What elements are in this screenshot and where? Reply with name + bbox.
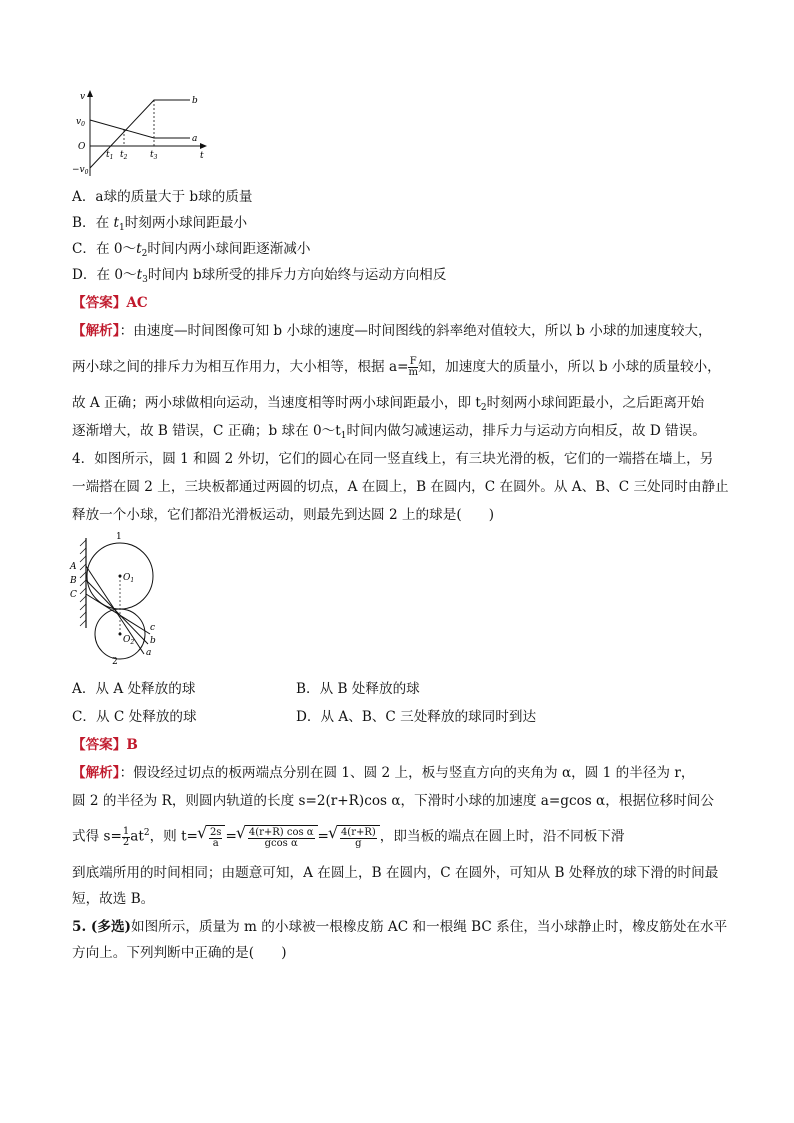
t-axis-arrow (200, 143, 207, 149)
label-origin: O (78, 142, 86, 152)
q4-stem-line1: 4．如图所示，圆 1 和圆 2 外切，它们的圆心在同一竖直线上，有三块光滑的板，它们的一端搭在墙上，另 (72, 451, 714, 467)
label-t1: $t_1$ (106, 150, 114, 161)
q4-stem-line2: 一端搭在圆 2 上，三块板都通过两圆的切点，A 在圆上，B 在圆内，C 在圆外。从 A、B、C 三处同时由静止 (72, 479, 729, 495)
label-a-small: a (146, 648, 152, 658)
q3-analysis-line4: 逐渐增大，故 B 错误，C 正确；b 球在 $0\sim t_1$时间内做匀减速运动，排斥力与运动方向相反，故 D 错误。 (72, 423, 706, 441)
q3-option-c: C．在 $0\sim t_2$时间内两小球间距逐渐减小 (72, 241, 311, 259)
q4-analysis-line3: 式得 s= $\frac{1}{2}$ $at^2$，则 t= √ $\frac{2s}{a}$ = √ $\frac{\text{4(r+R) cos α}}{\text{gcos α}}$ = √ $\frac{4(r+R)}{g}$ ，即当板的端点在圆上时，沿不同板下滑 (72, 822, 624, 849)
q3-option-b: B．在 $t_1$时刻两小球间距最小 (72, 215, 248, 233)
label-t: t (200, 151, 204, 161)
q4-analysis-line1: 【解析】：假设经过切点的板两端点分别在圆 1、圆 2 上，板与竖直方向的夹角为 α，圆 1 的半径为 r， (72, 765, 695, 781)
label-b: b (192, 96, 198, 106)
label-v: v (80, 92, 86, 102)
q4-analysis-line4: 到底端所用的时间相同；由题意可知，A 在圆上，B 在圆内，C 在圆外，可知从 B 处释放的球下滑的时间最 (72, 865, 719, 881)
q3-answer: 【答案】AC (72, 295, 148, 311)
center-o2 (119, 633, 122, 636)
label-A: A (70, 562, 77, 572)
sqrt-short-fraction: √ $\frac{4(r+R)}{g}$ (337, 825, 380, 849)
q5-stem-line1: 5. (多选)如图所示，质量为 m 的小球被一根橡皮筋 AC 和一根绳 BC 系住，当小球静止时，橡皮筋处在水平 (72, 919, 728, 935)
label-a: a (192, 134, 198, 144)
label-circle-2: 2 (112, 657, 118, 667)
circles-figure (66, 530, 186, 670)
q4-option-c: C．从 C 处释放的球 (72, 709, 197, 725)
label-v0: $v_0$ (76, 117, 85, 128)
label-b-small: b (150, 636, 156, 646)
wall-hatch (80, 540, 86, 626)
sqrt-long-fraction: √ $\frac{\text{4(r+R) cos α}}{\text{gcos α}}$ (245, 825, 318, 849)
label-t3: $t_3$ (150, 150, 158, 161)
q3-analysis-line1: 【解析】：由速度—时间图像可知 b 小球的速度—时间图线的斜率绝对值较大，所以 b 小球的加速度较大， (72, 323, 712, 339)
label-t2: $t_2$ (120, 150, 128, 161)
q4-option-d: D．从 A、B、C 三处释放的球同时到达 (296, 709, 537, 725)
center-o1 (119, 575, 122, 578)
q4-analysis-line2: 圆 2 的半径为 R，则圆内轨道的长度 s=2(r+R)cos α，下滑时小球的加速度 a=gcos α，根据位移时间公 (72, 793, 714, 809)
label-circle-1: 1 (116, 532, 122, 542)
label-o1: $O_1$ (123, 573, 135, 584)
sqrt-2s-over-a: √ $\frac{2s}{a}$ (206, 825, 226, 849)
fraction-half: $\frac{1}{2}$ (122, 825, 130, 848)
q4-stem-line3: 释放一个小球，它们都沿光滑板运动，则最先到达圆 2 上的球是( ) (72, 507, 495, 523)
q5-stem-line2: 方向上。下列判断中正确的是( ) (72, 945, 287, 961)
q4-option-b: B．从 B 处释放的球 (296, 681, 420, 697)
label-C: C (70, 590, 77, 600)
q3-option-a: A．a球的质量大于 b球的质量 (72, 189, 253, 205)
label-neg-v0: $-v_0$ (72, 165, 89, 176)
q4-analysis-line5: 短，故选 B。 (72, 891, 155, 907)
v-axis-arrow (87, 90, 93, 97)
line-a (90, 120, 190, 138)
label-B: B (70, 576, 77, 586)
label-o2: $O_2$ (123, 635, 135, 646)
label-c: c (150, 623, 156, 633)
q3-analysis-line3: 故 A 正确；两小球做相向运动，当速度相等时两小球间距最小，即 $t_2$时刻两小球间距最小，之后距离开始 (72, 395, 705, 413)
fraction-f-over-m: $\frac{F}{m}$ (408, 356, 418, 378)
q4-option-a: A．从 A 处释放的球 (72, 681, 196, 697)
q4-answer: 【答案】B (72, 737, 138, 753)
q3-analysis-line2: 两小球之间的排斥力为相互作用力，大小相等，根据 a= $\frac{F}{m}$ 知，加速度大的质量小，所以 b 小球的质量较小， (72, 356, 721, 378)
q3-option-d: D．在 $0\sim t_3$时间内 b球所受的排斥力方向始终与运动方向相反 (72, 267, 447, 285)
vt-graph (72, 88, 212, 178)
